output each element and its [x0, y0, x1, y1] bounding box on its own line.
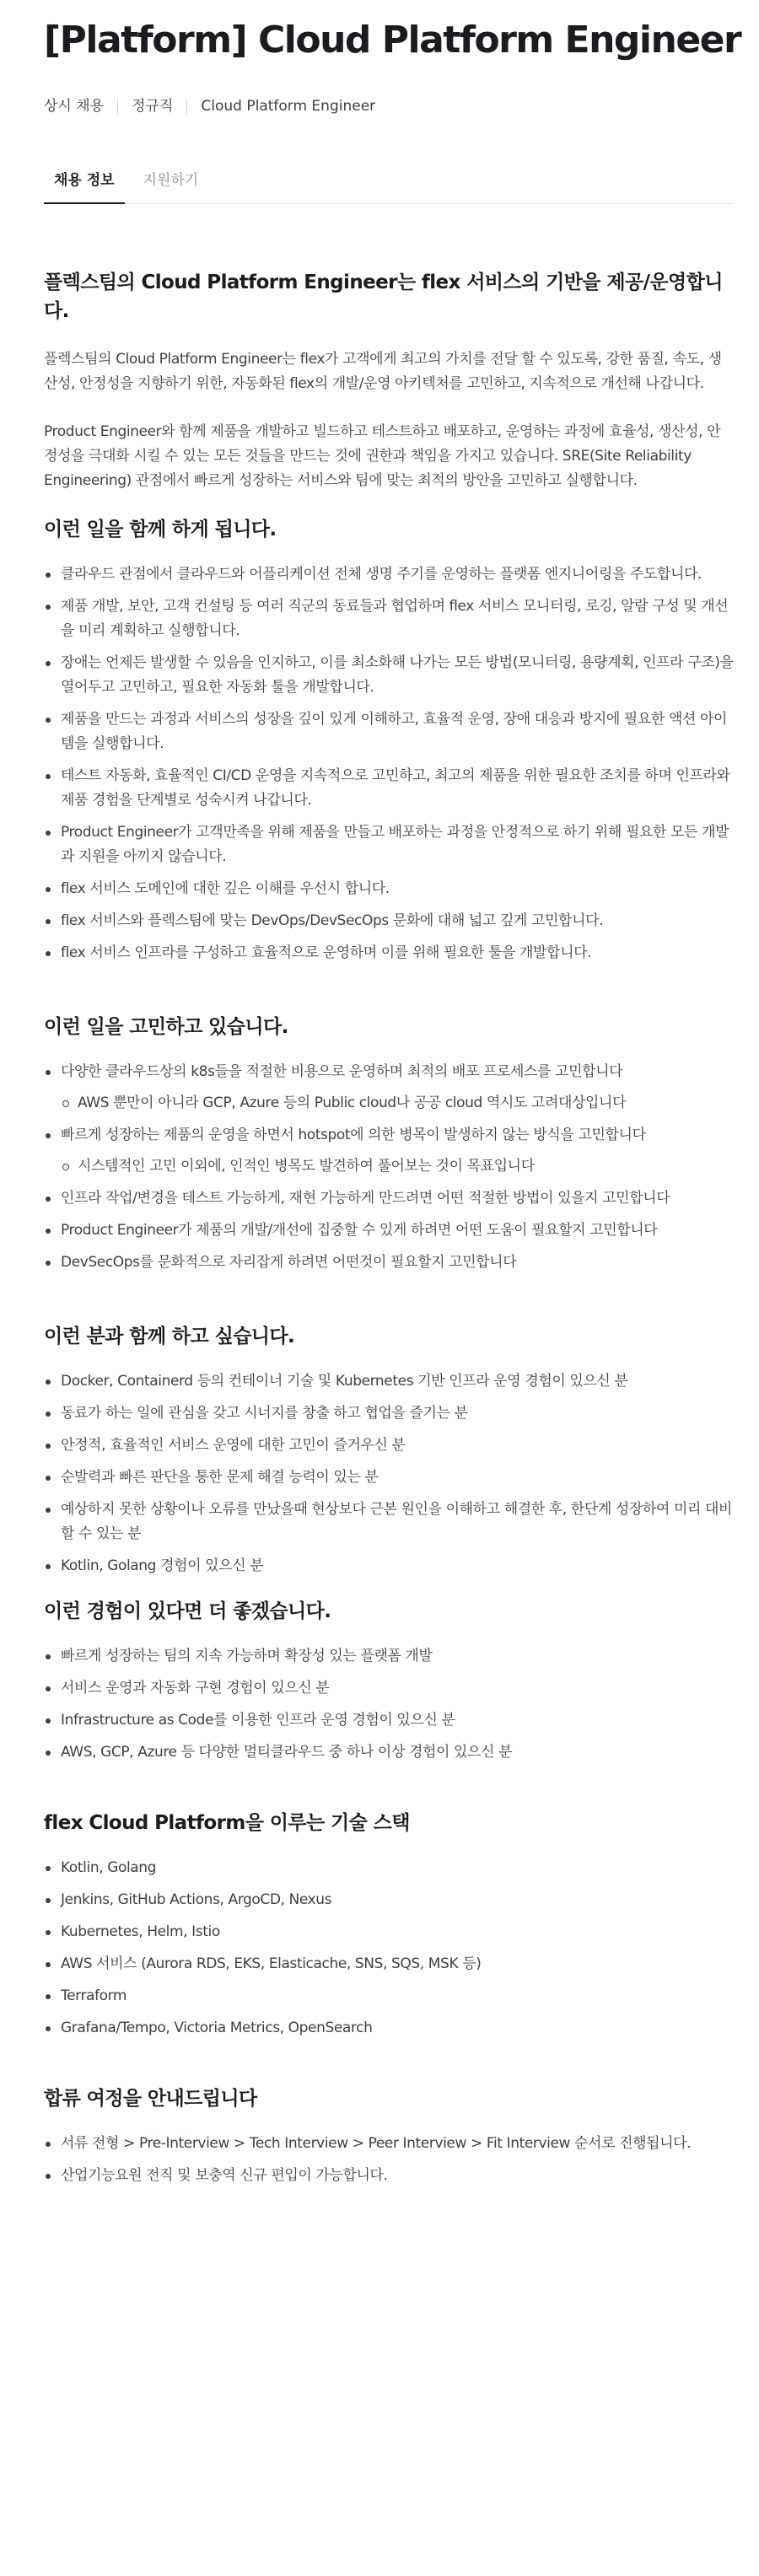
- list-item: AWS, GCP, Azure 등 다양한 멀티클라우드 중 하나 이상 경험이 있으신 분: [44, 1740, 734, 1765]
- work-list: [44, 562, 734, 965]
- job-description: [44, 268, 734, 2188]
- list-item: 동료가 하는 일에 관심을 갖고 시너지를 창출 하고 협업을 즐기는 분: [44, 1401, 734, 1426]
- list-item: 안정적, 효율적인 서비스 운영에 대한 고민이 즐거우신 분: [44, 1433, 734, 1458]
- section-heading-with: 이런 분과 함께 하고 싶습니다.: [44, 1326, 295, 1347]
- section-heading-process: 합류 여정을 안내드립니다: [44, 2088, 257, 2110]
- list-item: Grafana/Tempo, Victoria Metrics, OpenSearch: [44, 2016, 734, 2041]
- list-item: 제품을 만드는 과정과 서비스의 성장을 깊이 있게 이해하고, 효율적 운영, 장애 대응과 방지에 필요한 액션 아이템을 실행합니다.: [44, 707, 734, 756]
- meta-divider: [186, 99, 187, 114]
- list-item: flex 서비스 도메인에 대한 깊은 이해를 우선시 합니다.: [44, 877, 734, 901]
- list-item: Terraform: [44, 1984, 734, 2009]
- with-list: [44, 1369, 734, 1578]
- section-heading-tech-stack: flex Cloud Platform을 이루는 기술 스택: [44, 1812, 410, 1834]
- contract-type: 정규직: [132, 98, 174, 115]
- list-item: Product Engineer가 고객만족을 위해 제품을 만들고 배포하는 과정을 안정적으로 하기 위해 필요한 모든 개발과 지원을 아끼지 않습니다.: [44, 820, 734, 869]
- list-item: Infrastructure as Code를 이용한 인프라 운영 경험이 있으신 분: [44, 1708, 734, 1733]
- list-item: Kotlin, Golang: [44, 1856, 734, 1880]
- sub-list-item: AWS 뿐만이 아니라 GCP, Azure 등의 Public cloud나 공공 cloud 역시도 고려대상입니다: [61, 1091, 734, 1116]
- section-heading-think: 이런 일을 고민하고 있습니다.: [44, 1016, 288, 1038]
- list-item: DevSecOps를 문화적으로 자리잡게 하려면 어떤것이 필요할지 고민합니다: [44, 1250, 734, 1275]
- list-item: AWS 서비스 (Aurora RDS, EKS, Elasticache, SNS, SQS, MSK 등): [44, 1952, 734, 1976]
- list-item: flex 서비스 인프라를 구성하고 효율적으로 운영하며 이를 위해 필요한 툴을 개발합니다.: [44, 941, 734, 965]
- list-item: 산업기능요원 전직 및 보충역 신규 편입이 가능합니다.: [44, 2164, 734, 2188]
- list-item: Docker, Containerd 등의 컨테이너 기술 및 Kubernetes 기반 인프라 운영 경험이 있으신 분: [44, 1369, 734, 1394]
- list-item: 클라우드 관점에서 클라우드와 어플리케이션 전체 생명 주기를 운영하는 플랫폼 엔지니어링을 주도합니다.: [44, 562, 734, 587]
- list-item: 테스트 자동화, 효율적인 CI/CD 운영을 지속적으로 고민하고, 최고의 제품을 위한 필요한 조치를 하며 인프라와 제품 경험을 단계별로 성숙시켜 나갑니다.: [44, 764, 734, 813]
- list-item: 서비스 운영과 자동화 구현 경험이 있으신 분: [44, 1676, 734, 1701]
- employment-type: 상시 채용: [44, 98, 105, 115]
- list-item: 장애는 언제든 발생할 수 있음을 인지하고, 이를 최소화해 나가는 모든 방법(모니터링, 용량계획, 인프라 구조)을 열어두고 고민하고, 필요한 자동화 툴을 개발합니다.: [44, 651, 734, 700]
- preferred-list: [44, 1644, 734, 1765]
- list-item: Kubernetes, Helm, Istio: [44, 1920, 734, 1944]
- intro-paragraph: Product Engineer와 함께 제품을 개발하고 빌드하고 테스트하고 배포하고, 운영하는 과정에 효율성, 생산성, 안정성을 극대화 시킬 수 있는 모든 것들을 만드는 것에 권한과 책임을 가지고 있습니다. SRE(Site Reliability Engineering) 관점에서 빠르게 성장하는 서비스와 팀에 맞는 최적의 방안을 고민하고 실행합니다.: [44, 423, 721, 489]
- list-item: [44, 1060, 734, 1116]
- meta-divider: [117, 99, 118, 114]
- list-item: Product Engineer가 제품의 개발/개선에 집중할 수 있게 하려면 어떤 도움이 필요할지 고민합니다: [44, 1218, 734, 1243]
- list-item: Jenkins, GitHub Actions, ArgoCD, Nexus: [44, 1888, 734, 1912]
- list-item-text: 빠르게 성장하는 제품의 운영을 하면서 hotspot에 의한 병목이 발생하지 않는 방식을 고민합니다: [61, 1127, 646, 1143]
- list-item: 제품 개발, 보안, 고객 컨설팅 등 여러 직군의 동료들과 협업하며 flex 서비스 모니터링, 로깅, 알람 구성 및 개선을 미리 계획하고 실행합니다.: [44, 594, 734, 643]
- section-heading-work: 이런 일을 함께 하게 됩니다.: [44, 519, 277, 540]
- sub-list: [61, 1091, 734, 1116]
- list-item: 빠르게 성장하는 팀의 지속 가능하며 확장성 있는 플랫폼 개발: [44, 1644, 734, 1669]
- list-item: Kotlin, Golang 경험이 있으신 분: [44, 1554, 734, 1578]
- list-item: 인프라 작업/변경을 테스트 가능하게, 재현 가능하게 만드려면 어떤 적절한 방법이 있을지 고민합니다: [44, 1186, 734, 1211]
- job-role: Cloud Platform Engineer: [201, 98, 376, 115]
- sub-list-item: 시스템적인 고민 이외에, 인적인 병목도 발견하여 풀어보는 것이 목표입니다: [61, 1154, 734, 1179]
- job-meta: [44, 96, 734, 116]
- list-item-text: 다양한 클라우드상의 k8s들을 적절한 비용으로 운영하며 최적의 배포 프로세스를 고민합니다: [61, 1063, 623, 1080]
- list-item: [44, 1123, 734, 1179]
- tab-apply[interactable]: 지원하기: [143, 172, 199, 189]
- process-list: [44, 2132, 734, 2188]
- tab-job-info[interactable]: 채용 정보: [44, 170, 125, 204]
- list-item: 예상하지 못한 상황이나 오류를 만났을때 현상보다 근본 원인을 이해하고 해결한 후, 한단계 성장하여 미리 대비할 수 있는 분: [44, 1498, 734, 1546]
- tech-stack-list: [44, 1856, 734, 2041]
- page-title: [Platform] Cloud Platform Engineer: [44, 19, 741, 62]
- intro-paragraph: 플렉스팀의 Cloud Platform Engineer는 flex가 고객에게 최고의 가치를 전달 할 수 있도록, 강한 품질, 속도, 생산성, 안정성을 지향하기 위한, 자동화된 flex의 개발/운영 아키텍처를 고민하고, 지속적으로 개선해 나갑니다.: [44, 351, 722, 392]
- list-item: 서류 전형 > Pre-Interview > Tech Interview > Peer Interview > Fit Interview 순서로 진행됩니다.: [44, 2132, 734, 2156]
- think-list: [44, 1060, 734, 1275]
- list-item: 순발력과 빠른 판단을 통한 문제 해결 능력이 있는 분: [44, 1465, 734, 1490]
- tab-bar: [44, 170, 734, 204]
- intro-heading: 플렉스팀의 Cloud Platform Engineer는 flex 서비스의 기반을 제공/운영합니다.: [44, 272, 723, 322]
- sub-list: [61, 1154, 734, 1179]
- section-heading-preferred: 이런 경험이 있다면 더 좋겠습니다.: [44, 1600, 331, 1622]
- list-item: flex 서비스와 플렉스팀에 맞는 DevOps/DevSecOps 문화에 대해 넓고 깊게 고민합니다.: [44, 909, 734, 933]
